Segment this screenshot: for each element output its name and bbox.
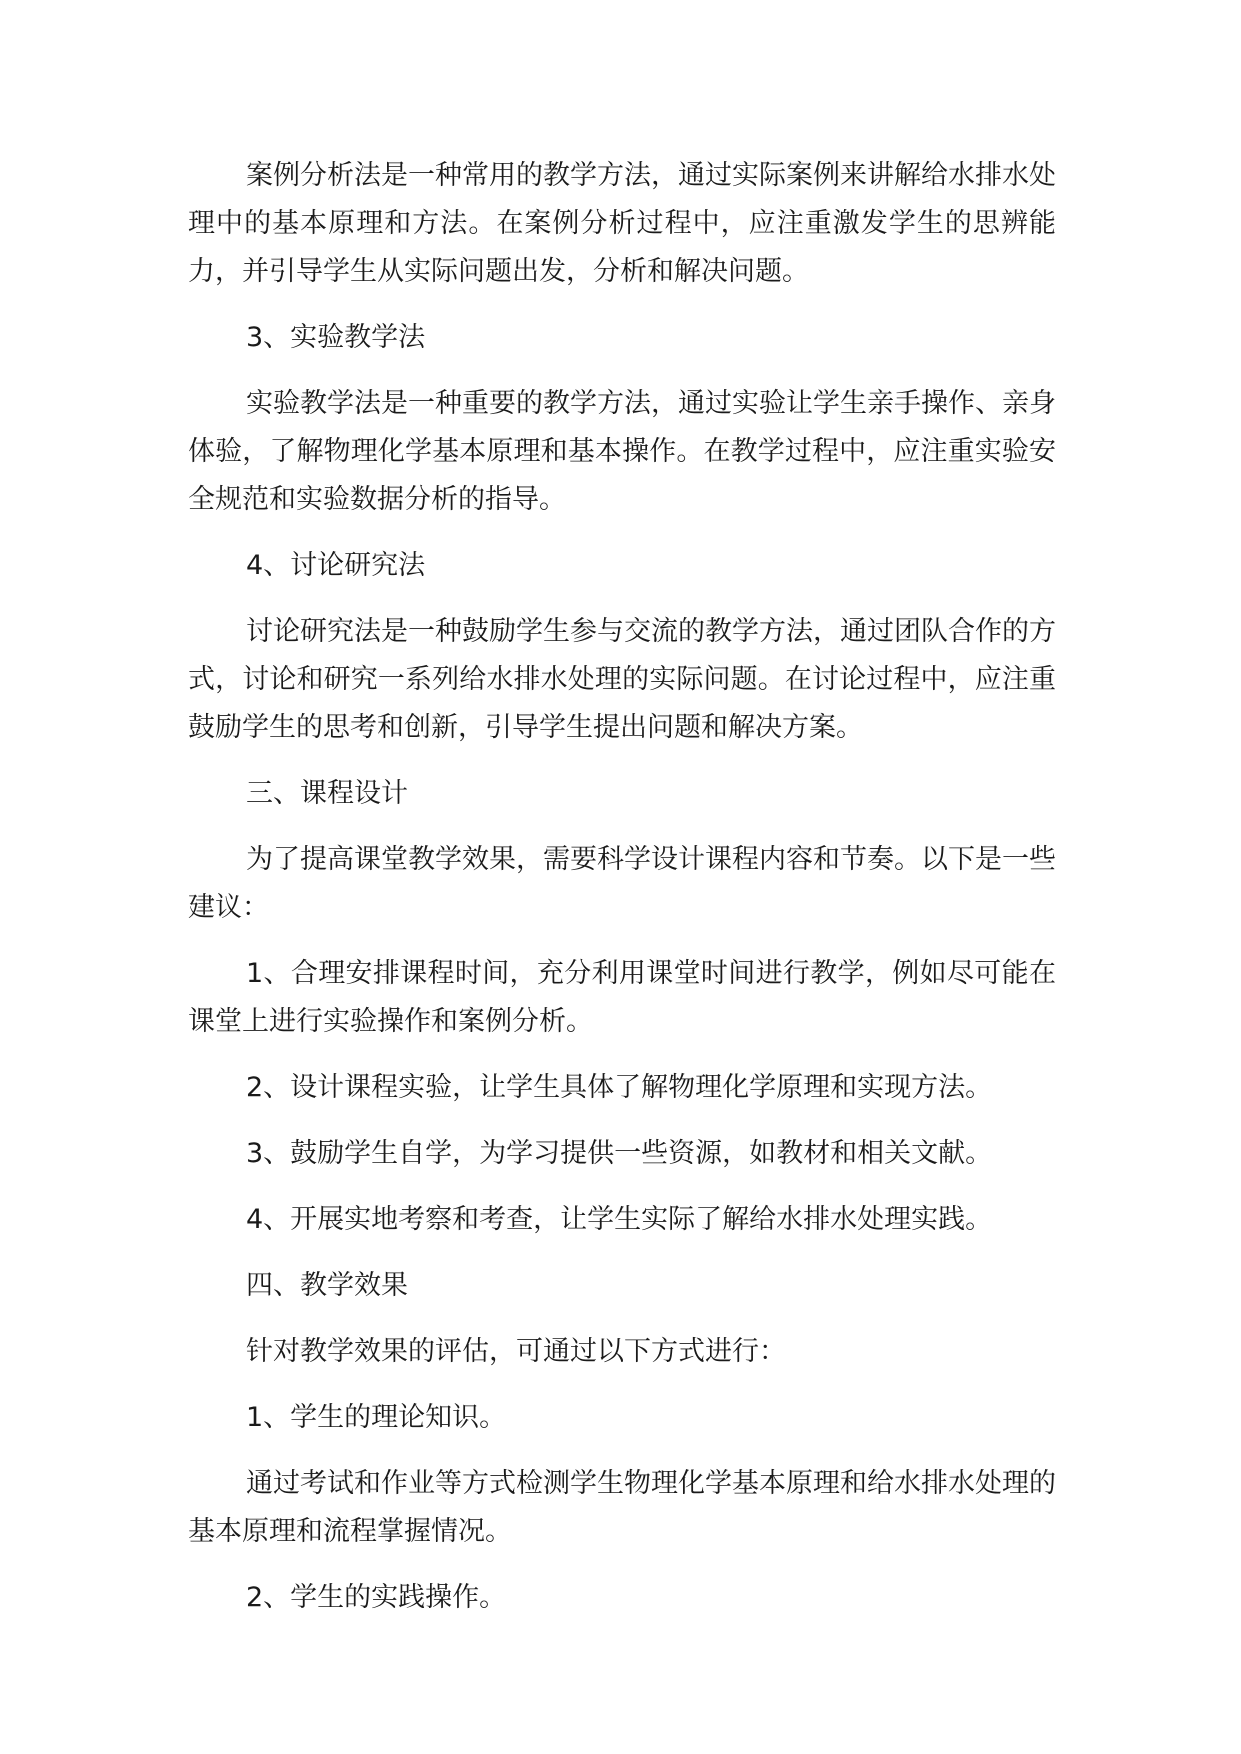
heading-teaching-effect: 四、教学效果 [246, 1270, 408, 1301]
list-item-theory-knowledge: 1、学生的理论知识。 [246, 1402, 507, 1433]
document-body [188, 152, 1056, 1640]
paragraph-course-design-intro: 为了提高课堂教学效果，需要科学设计课程内容和节奏。以下是一些建议： [188, 844, 1056, 923]
list-item-suggestion-2: 2、设计课程实验，让学生具体了解物理化学原理和实现方法。 [246, 1072, 993, 1103]
heading-discussion-method: 4、讨论研究法 [246, 550, 426, 581]
list-item-suggestion-3: 3、鼓励学生自学，为学习提供一些资源，如教材和相关文献。 [246, 1138, 993, 1169]
paragraph-case-analysis: 案例分析法是一种常用的教学方法，通过实际案例来讲解给水排水处理中的基本原理和方法。在案例分析过程中，应注重激发学生的思辨能力，并引导学生从实际问题出发，分析和解决问题。 [188, 160, 1056, 287]
paragraph-evaluation-intro: 针对教学效果的评估，可通过以下方式进行： [246, 1336, 786, 1367]
list-item-suggestion-4: 4、开展实地考察和考查，让学生实际了解给水排水处理实践。 [246, 1204, 993, 1235]
list-item-practice-operation: 2、学生的实践操作。 [246, 1582, 507, 1613]
list-item-suggestion-1: 1、合理安排课程时间，充分利用课堂时间进行教学，例如尽可能在课堂上进行实验操作和案例分析。 [188, 958, 1056, 1037]
heading-course-design: 三、课程设计 [246, 778, 408, 809]
paragraph-discussion-method: 讨论研究法是一种鼓励学生参与交流的教学方法，通过团队合作的方式，讨论和研究一系列给水排水处理的实际问题。在讨论过程中，应注重鼓励学生的思考和创新，引导学生提出问题和解决方案。 [188, 616, 1056, 743]
paragraph-theory-assessment: 通过考试和作业等方式检测学生物理化学基本原理和给水排水处理的基本原理和流程掌握情况。 [188, 1468, 1056, 1547]
paragraph-experiment-method: 实验教学法是一种重要的教学方法，通过实验让学生亲手操作、亲身体验，了解物理化学基本原理和基本操作。在教学过程中，应注重实验安全规范和实验数据分析的指导。 [188, 388, 1056, 515]
heading-experiment-method: 3、实验教学法 [246, 322, 426, 353]
